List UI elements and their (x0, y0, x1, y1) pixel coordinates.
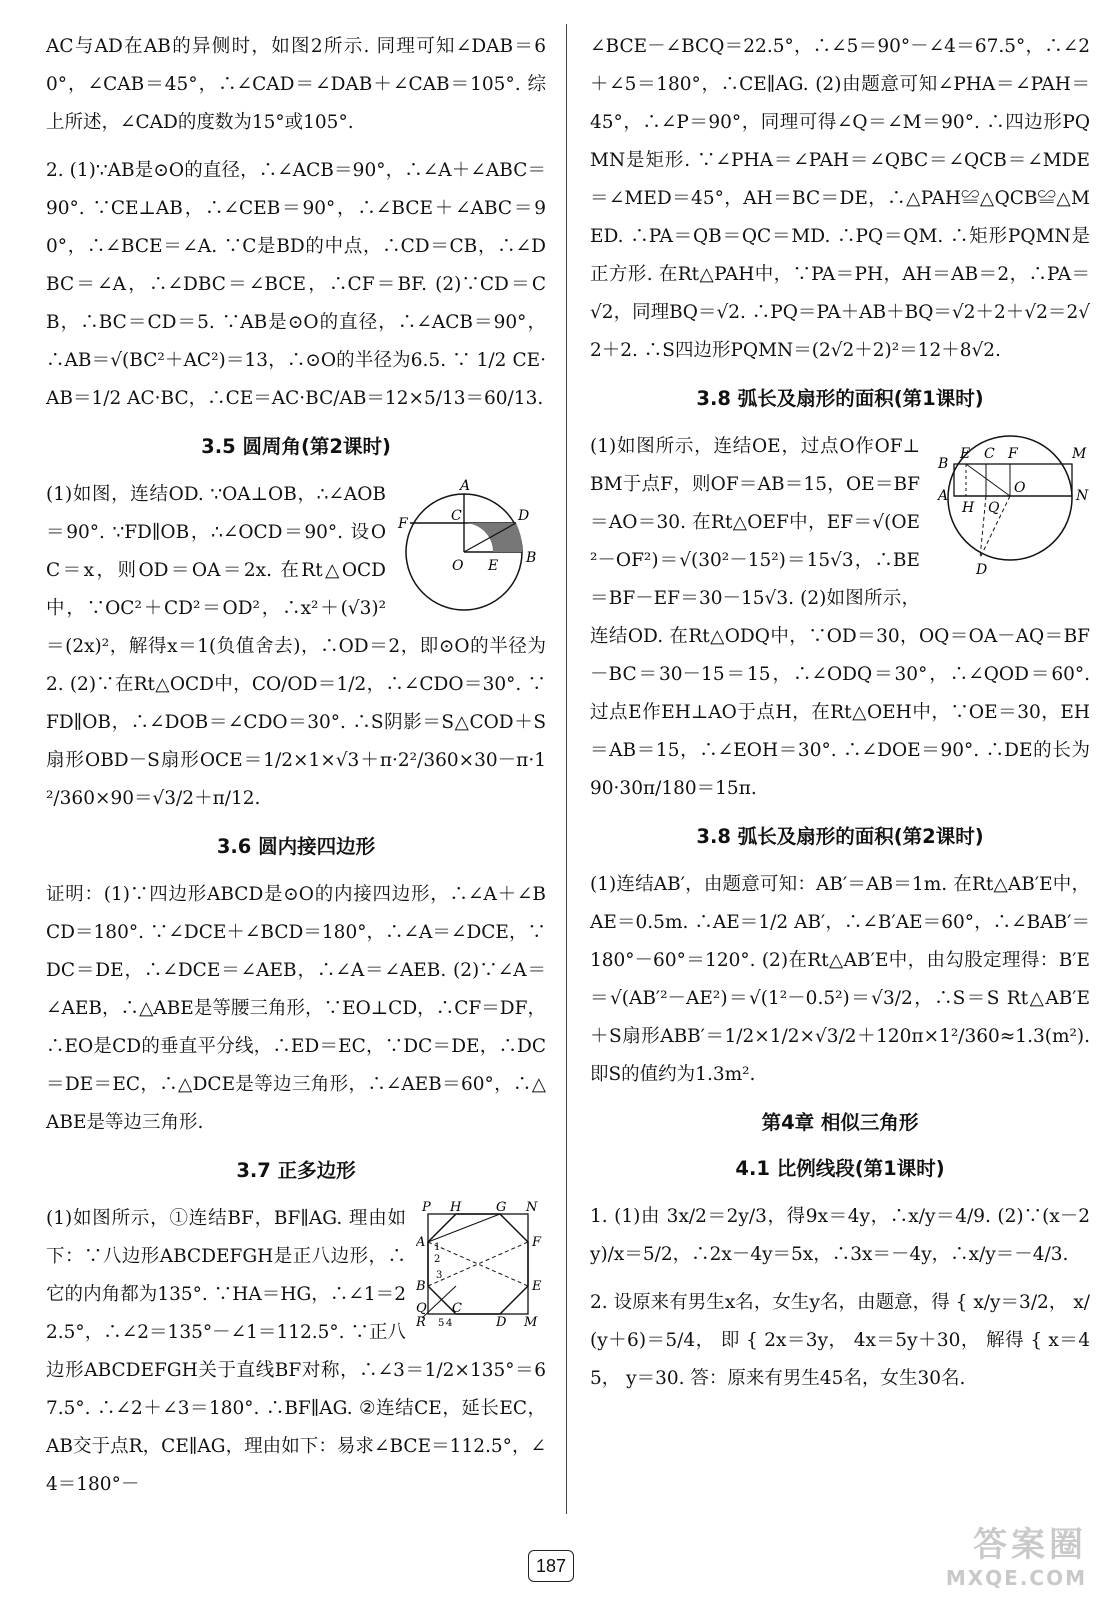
figure-label: 1 (434, 1242, 441, 1253)
page-number: 187 (528, 1550, 574, 1582)
figure-label: B (526, 550, 537, 566)
section-heading: 3.7 正多边形 (236, 1159, 356, 1182)
figure-label: Q (988, 500, 1000, 516)
answer-paragraph: (1)连结AB′，由题意可知：AB′＝AB＝1m. 在Rt△AB′E中，AE＝0.5m. ∴AE＝1/2 AB′，∴∠B′AE＝60°，∴∠BAB′＝180°－60°＝120°. (2)在Rt△AB′E中，由勾股定理得：B′E＝√(AB′²－AE²)＝√(1²－0.5²)＝√3/2，∴S＝S Rt△AB′E＋S扇形ABB′＝1/2×1/2×√3/2＋120π×1²/360≈1.3(m²). 即S的值约为1.3m². (590, 874, 1090, 1085)
answer-paragraph: A C D F O E B (1)如图，连结OD. ∵OA⊥OB，∴∠AOB＝90°. ∵FD∥OB，∴∠OCD＝90°. 设OC＝x，则OD＝OA＝2x. 在Rt△OCD中，∵OC²＋CD²＝OD²，∴x²＋(√3)²＝(2x)²，解得x＝1(负值舍去)，∴OD＝2，即⊙O的半径为2. (2)∵在Rt△OCD中，CO/OD＝1/2，∴∠CDO＝30°. ∵FD∥OB，∴∠DOB＝∠CDO＝30°. ∴S阴影＝S△COD＋S扇形OBD－S扇形OCE＝1/2×1×√3＋π·2²/360×30－π·1²/360×90＝√3/2＋π/12. (46, 478, 546, 809)
figure-label: G (496, 1200, 507, 1215)
figure-label: D (496, 1315, 507, 1330)
figure-label: C (452, 1301, 462, 1316)
answer-paragraph: 2. 设原来有男生x名，女生y名，由题意，得 { x/y＝3/2， x/(y＋6)＝5/4， 即 { 2x＝3y， 4x＝5y＋30， 解得 { x＝45， y＝30. 答：原来有男生45名，女生30名. (590, 1292, 1090, 1389)
figure-label: P (422, 1200, 431, 1215)
figure-label: 3 (436, 1270, 443, 1281)
watermark (946, 1517, 1087, 1590)
figure-label: E (960, 446, 971, 462)
section-heading: 3.5 圆周角(第2课时) (201, 435, 391, 458)
answer-paragraph: AC与AD在AB的异侧时，如图2所示. 同理可知∠DAB＝60°，∠CAB＝45°，∴∠CAD＝∠DAB＋∠CAB＝105°. 综上所述，∠CAD的度数为15°或105°. (46, 36, 546, 133)
right-column (590, 28, 1090, 1408)
answer-paragraph: 1. (1)由 3x/2＝2y/3，得9x＝4y，∴x/y＝4/9. (2)∵(x－2y)/x＝5/2，∴2x－4y＝5x，∴3x＝－4y，∴x/y＝－4/3. (590, 1206, 1090, 1265)
watermark-logo: 答案圈 (973, 1525, 1087, 1565)
figure-label: B (416, 1279, 426, 1294)
figure-label: Q (416, 1301, 427, 1316)
figure-label: O (452, 558, 464, 574)
figure-label: M (524, 1315, 538, 1330)
section-heading: 3.8 弧长及扇形的面积(第2课时) (696, 825, 984, 848)
column-divider (566, 24, 567, 1514)
figure-label: D (976, 562, 988, 578)
figure-label: E (488, 558, 499, 574)
figure-label: O (1014, 480, 1026, 496)
figure-label: F (532, 1235, 542, 1250)
figure-label: H (962, 500, 975, 516)
figure-label: D (518, 508, 530, 524)
figure-label: N (526, 1200, 538, 1215)
figure-label: A (938, 488, 949, 504)
figure-label: E (532, 1279, 542, 1294)
figure-label: A (416, 1235, 426, 1250)
answer-paragraph: ∠BCE－∠BCQ＝22.5°，∴∠5＝90°－∠4＝67.5°，∴∠2＋∠5＝180°，∴CE∥AG. (2)由题意可知∠PHA＝∠PAH＝45°，∴∠P＝90°，同理可得∠Q＝∠M＝90°. ∴四边形PQMN是矩形. ∵∠PHA＝∠PAH＝∠QBC＝∠QCB＝∠MDE＝∠MED＝45°，AH＝BC＝DE，∴△PAH≌△QCB≌△MED. ∴PA＝QB＝QC＝MD. ∴PQ＝QM. ∴矩形PQMN是正方形. 在Rt△PAH中，∵PA＝PH，AH＝AB＝2，∴PA＝√2，同理BQ＝√2. ∴PQ＝PA＋AB＋BQ＝√2＋2＋√2＝2√2＋2. ∴S四边形PQMN＝(2√2＋2)²＝12＋8√2. (590, 36, 1090, 361)
figure-label: 2 (434, 1254, 441, 1265)
figure-label: F (398, 516, 408, 532)
figure-label: C (451, 508, 462, 524)
figure-label: F (1008, 446, 1018, 462)
left-column (46, 28, 546, 1514)
figure-label: 4 (446, 1318, 453, 1329)
section-heading: 3.6 圆内接四边形 (216, 835, 376, 858)
figure-label: 5 (438, 1318, 445, 1329)
section-heading: 4.1 比例线段(第1课时) (735, 1157, 945, 1180)
answer-paragraph: 2. (1)∵AB是⊙O的直径，∴∠ACB＝90°，∴∠A＋∠ABC＝90°. ∵CE⊥AB，∴∠CEB＝90°，∴∠BCE＋∠ABC＝90°，∴∠BCE＝∠A. ∵C是BD的中点，∴CD＝CB，∴∠DBC＝∠A，∴∠DBC＝∠BCE，∴CF＝BF. (2)∵CD＝CB，∴BC＝CD＝5. ∵AB是⊙O的直径，∴∠ACB＝90°，∴AB＝√(BC²＋AC²)＝13，∴⊙O的半径为6.5. ∵ 1/2 CE·AB＝1/2 AC·BC，∴CE＝AC·BC/AB＝12×5/13＝60/13. (46, 160, 546, 409)
figure-circle-rectangle (930, 428, 1090, 578)
figure-label: N (1076, 488, 1089, 504)
answer-paragraph: B E C F M A H O Q N D (1)如图所示，连结OE，过点O作OF⊥BM于点F，则OF＝AB＝15，OE＝BF＝AO＝30. 在Rt△OEF中，EF＝√(OE²－OF²)＝√(30²－15²)＝15√3，∴BE＝BF－EF＝30－15√3. (2)如图所示，连结OD. 在Rt△ODQ中，∵OD＝30，OQ＝OA－AQ＝BF－BC＝30－15＝15，∴∠ODQ＝30°，∴∠QOD＝60°. 过点E作EH⊥AO于点H，在Rt△OEH中，∵OE＝30，EH＝AB＝15，∴∠EOH＝30°. ∴∠DOE＝90°. ∴DE的长为90·30π/180＝15π. (590, 428, 1090, 808)
section-heading: 第4章 相似三角形 (761, 1111, 919, 1134)
answer-paragraph: P H G N A 1 2 3 B F E Q R 5 4 C D M (1)如图所示，①连结BF，BF∥AG. 理由如下：∵八边形ABCDEFGH是正八边形，∴它的内角都为135°. ∵HA＝HG，∴∠1＝22.5°，∴∠2＝135°－∠1＝112.5°. ∵正八边形ABCDEFGH关于直线BF对称，∴∠3＝1/2×135°＝67.5°. ∴∠2＋∠3＝180°. ∴BF∥AG. ②连结CE，延长EC，AB交于点R，CE∥AG，理由如下：易求∠BCE＝112.5°，∠4＝180°－ (46, 1200, 546, 1495)
figure-label: B (938, 456, 949, 472)
figure-octagon (416, 1200, 546, 1330)
figure-label: C (984, 446, 995, 462)
figure-circle-sector (396, 476, 546, 616)
figure-label: M (1072, 446, 1087, 462)
figure-label: H (450, 1200, 462, 1215)
figure-label: A (460, 478, 471, 494)
watermark-url: MXQE.COM (945, 1566, 1087, 1590)
figure-label: R (416, 1315, 426, 1330)
section-heading: 3.8 弧长及扇形的面积(第1课时) (696, 387, 984, 410)
answer-paragraph: 证明：(1)∵四边形ABCD是⊙O的内接四边形，∴∠A＋∠BCD＝180°. ∵∠DCE＋∠BCD＝180°，∴∠A＝∠DCE，∵DC＝DE，∴∠DCE＝∠AEB，∴∠A＝∠AEB. (2)∵∠A＝∠AEB，∴△ABE是等腰三角形，∵EO⊥CD，∴CF＝DF，∴EO是CD的垂直平分线，∴ED＝EC，∵DC＝DE，∴DC＝DE＝EC，∴△DCE是等边三角形，∴∠AEB＝60°，∴△ABE是等边三角形. (46, 884, 546, 1133)
